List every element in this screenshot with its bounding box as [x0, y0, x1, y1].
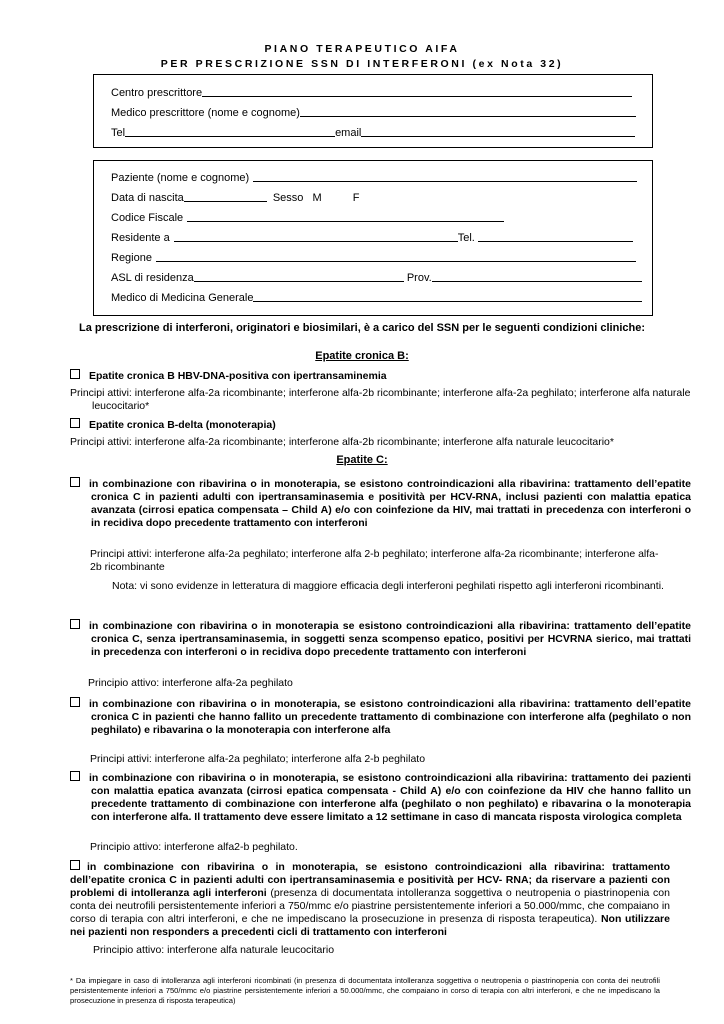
medico-prescrittore-field[interactable] [300, 105, 636, 117]
epatite-c-item5 [70, 860, 670, 939]
document-title: PIANO TERAPEUTICO AIFA [264, 43, 460, 55]
epatite-c-item1-nota: Nota: vi sono evidenze in letteratura di maggiore efficacia degli interferoni peghilati rispetto agli interferoni ricombinanti. [112, 580, 664, 592]
document-subtitle: PER PRESCRIZIONE SSN DI INTERFERONI (ex Nota 32) [160, 58, 564, 70]
mmg-row [111, 290, 642, 305]
mmg-label: Medico di Medicina Generale [111, 292, 254, 304]
regione-field[interactable] [156, 250, 636, 262]
sesso-f-option[interactable]: F [352, 192, 360, 204]
email-field[interactable] [361, 125, 635, 137]
residente-field[interactable] [174, 230, 458, 242]
prov-label: Prov. [406, 272, 432, 284]
medico-prescrittore-row [111, 105, 636, 120]
epatite-c-item5-principi: Principio attivo: interferone alfa naturale leucocitario [93, 944, 335, 956]
epatite-b-item2-checkbox[interactable] [70, 418, 80, 428]
epatite-b-item2-principi: Principi attivi: interferone alfa-2a ricombinante; interferone alfa-2b ricombinante; interferone alfa naturale leucocitario* [70, 436, 614, 448]
footnote: * Da impiegare in caso di intolleranza agli interferoni ricombinati (in presenza di documentata intolleranza soggettiva o neutropenia o piastrinopenia con conta dei neutrofili persistentemente inferiori a 750/mmc e/o piastrine persistentemente inferiori a 50.000/mmc, che compaiano in corso di terapia con altri interferoni, e che ne impediscano la prosecuzione in presenza di risposta terapeutica) [70, 976, 660, 1005]
tel-field[interactable] [125, 125, 335, 137]
epatite-c-item5-label: in combinazione con ribavirina o in monoterapia, se esistono controindicazioni alla ribavirina: trattamento dell’epatite cronica C in pazienti adulti con ipertransaminasemia e positività per HCV- RNA; da riservare a pazienti con problemi di intolleranza agli interferoni [70, 861, 670, 899]
codice-fiscale-label: Codice Fiscale [111, 212, 184, 224]
sesso-m-option[interactable]: M [312, 192, 322, 204]
paziente-label: Paziente (nome e cognome) [111, 172, 250, 184]
tel-paziente-label: Tel. [457, 232, 475, 244]
epatite-c-item1-principi: Principi attivi: interferone alfa-2a peghilato; interferone alfa 2-b peghilato; interferone alfa-2a ricombinante; interferone alfa-2b ricombinante [90, 548, 659, 573]
codice-fiscale-row [111, 210, 504, 225]
medico-prescrittore-label: Medico prescrittore (nome e cognome) [111, 107, 300, 119]
epatite-c-item3-label: in combinazione con ribavirina o in monoterapia, se esistono controindicazioni alla ribavirina: trattamento dell’epatite cronica C in pazienti che hanno fallito un precedente trattamento di combinazione con interferone alfa (peghilato o non peghilato) e ribavarina o la monoterapia con interferone alfa [89, 698, 691, 736]
tel-label: Tel [111, 127, 126, 139]
codice-fiscale-field[interactable] [187, 210, 504, 222]
nascita-sesso-row [111, 190, 359, 205]
epatite-c-item2-principi: Principio attivo: interferone alfa-2a peghilato [88, 677, 293, 689]
epatite-c-item4-label: in combinazione con ribavirina o in monoterapia, se esistono controindicazioni alla ribavirina: trattamento dei pazienti con malattia epatica avanzata (cirrosi epatica compensata - Child A) e/o con coinfezione da HIV che hanno fallito un precedente trattamento di combinazione con interferone alfa (peghilato o non peghilato) e ribavarina o la monoterapia con interferone alfa. Il trattamento deve essere limitato a 12 settimane in caso di mancata risposta virologica completa [89, 772, 691, 823]
epatite-c-item4-principi: Principio attivo: interferone alfa2-b peghilato. [90, 841, 298, 853]
epatite-b-item1-checkbox[interactable] [70, 369, 80, 379]
epatite-c-item5-detail: (presenza di documentata intolleranza soggettiva o neutropenia o piastrinopenia con conta dei neutrofili persistentemente inferiori a 750/mmc e/o piastrine persistentemente inferiori a 50.000/mmc, che compaiano in corso di terapia con altri interferoni, e che ne impediscano la prosecuzione in presenza di risposta terapeutica). [70, 887, 670, 925]
epatite-c-item2 [70, 619, 691, 659]
epatite-c-item3-principi: Principi attivi: interferone alfa-2a peghilato; interferone alfa 2-b peghilato [90, 753, 426, 765]
epatite-b-item1-principi: Principi attivi: interferone alfa-2a ricombinante; interferone alfa-2b ricombinante; interferone alfa-2a peghilato; interferone alfa naturale leucocitario* [70, 387, 691, 412]
epatite-c-item1-checkbox[interactable] [70, 477, 80, 487]
epatite-b-item1 [70, 369, 670, 383]
sesso-label: Sesso [272, 192, 304, 204]
epatite-c-item2-checkbox[interactable] [70, 619, 80, 629]
epatite-c-item1-label: in combinazione con ribavirina o in monoterapia, se esistono controindicazioni alla ribavirina: trattamento dell’epatite cronica C in pazienti adulti con ipertransaminasemia e positività per HCV-RNA, inclusi pazienti con malattia epatica avanzata (cirrosi epatica compensata – Child A) e/o con coinfezione da HIV, mai trattati in precedenza con interferoni o in recidiva dopo precedente trattamento con interferoni [89, 478, 691, 529]
centro-prescrittore-label: Centro prescrittore [111, 87, 203, 99]
epatite-c-item2-label: in combinazione con ribavirina o in monoterapia se esistono controindicazioni alla ribavirina: trattamento dell’epatite cronica C, senza ipertransaminasemia, in soggetti senza scompenso epatico, positivi per HCVRNA sierico, mai trattati in precedenza con interferoni o in recidiva dopo precedente trattamento con interferoni [89, 620, 691, 658]
residente-label: Residente a [111, 232, 170, 244]
epatite-b-heading: Epatite cronica B: [315, 350, 409, 362]
email-label: email [335, 127, 362, 139]
residente-row [111, 230, 633, 245]
epatite-c-item4 [70, 771, 691, 824]
asl-field[interactable] [194, 270, 404, 282]
data-nascita-label: Data di nascita [111, 192, 184, 204]
paziente-row [111, 170, 637, 185]
epatite-b-item2-label: Epatite cronica B-delta (monoterapia) [89, 419, 276, 431]
intro-text: La prescrizione di interferoni, originatori e biosimilari, è a carico del SSN per le seguenti condizioni cliniche: [78, 322, 646, 334]
epatite-b-item2 [70, 418, 670, 432]
epatite-c-item1 [70, 477, 691, 530]
centro-prescrittore-row [111, 85, 632, 100]
epatite-b-item1-label: Epatite cronica B HBV-DNA-positiva con ipertransaminemia [89, 370, 387, 382]
epatite-c-item4-checkbox[interactable] [70, 771, 80, 781]
paziente-field[interactable] [253, 170, 637, 182]
prov-field[interactable] [432, 270, 642, 282]
asl-row [111, 270, 642, 285]
epatite-c-heading: Epatite C: [336, 454, 388, 466]
epatite-c-item5-checkbox[interactable] [70, 860, 80, 870]
epatite-c-item3 [70, 697, 691, 737]
data-nascita-field[interactable] [184, 190, 267, 202]
asl-label: ASL di residenza [111, 272, 194, 284]
centro-prescrittore-field[interactable] [202, 85, 632, 97]
regione-row [111, 250, 636, 265]
regione-label: Regione [111, 252, 152, 264]
tel-email-row [111, 125, 635, 140]
tel-paziente-field[interactable] [478, 230, 633, 242]
epatite-c-item5-warning: Non utilizzare nei pazienti non responders a precedenti cicli di trattamento con interferoni [70, 913, 670, 938]
epatite-c-item3-checkbox[interactable] [70, 697, 80, 707]
mmg-field[interactable] [253, 290, 642, 302]
